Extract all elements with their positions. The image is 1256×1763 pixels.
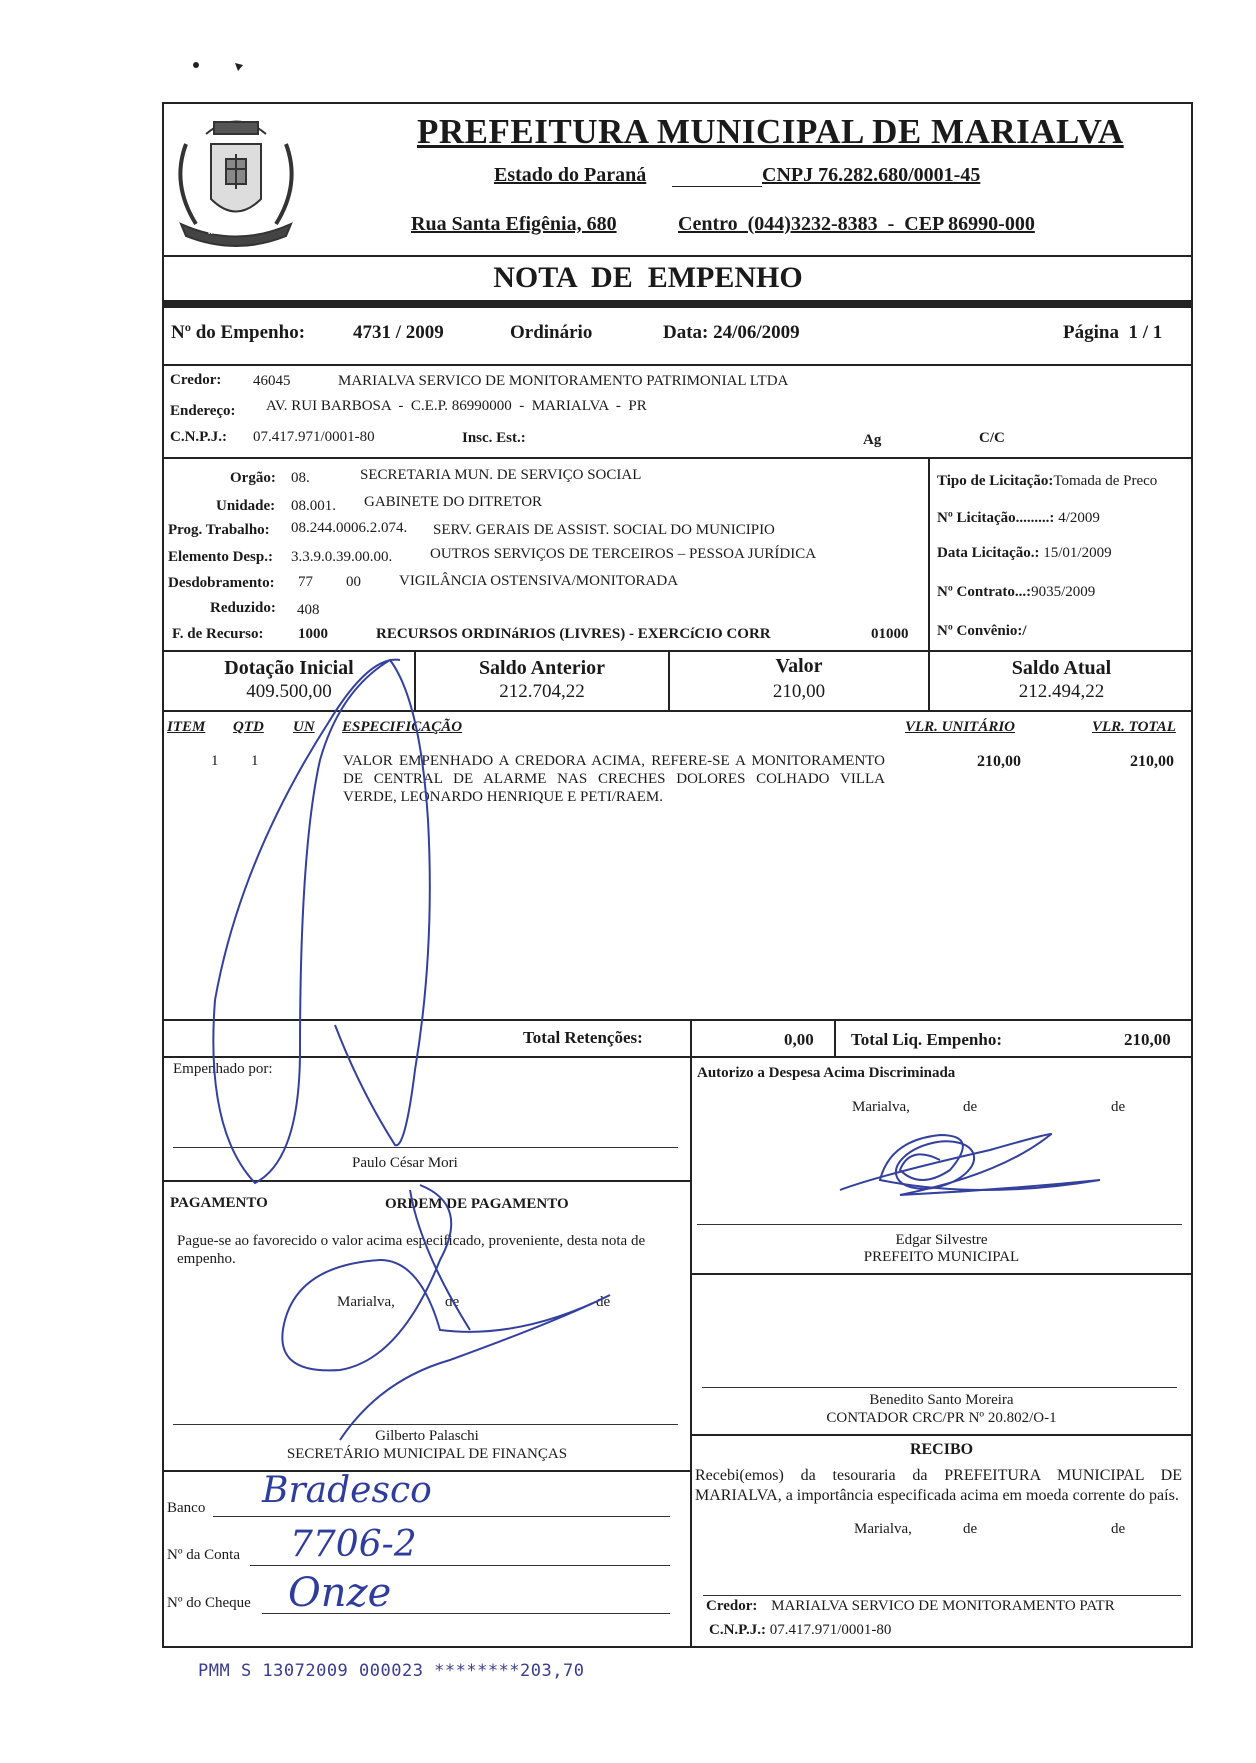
pagamento-text: Pague-se ao favorecido o valor acima especificado, proveniente, desta nota de empenho. (177, 1233, 646, 1267)
prog-trabalho-name: SERV. GERAIS DE ASSIST. SOCIAL DO MUNICIPIO (433, 522, 775, 538)
retencoes-value: 0,00 (784, 1030, 814, 1049)
elemento-code: 3.3.9.0.39.00.00. (291, 549, 393, 565)
header-cnpj: CNPJ 76.282.680/0001-45 (762, 164, 981, 186)
header-contact: Centro (044)3232-8383 - CEP 86990-000 (678, 213, 1035, 235)
item-unit-price: 210,00 (977, 753, 1021, 770)
prefeito-role: PREFEITO MUNICIPAL (863, 1249, 1020, 1265)
recibo-place: Marialva, (854, 1521, 912, 1537)
recibo-de-1: de (963, 1521, 978, 1537)
dotacao-inicial-label: Dotação Inicial (224, 657, 354, 679)
recibo-title: RECIBO (909, 1441, 974, 1458)
ordem-pagamento-label: ORDEM DE PAGAMENTO (385, 1196, 569, 1212)
credor-label: Credor: (170, 372, 222, 388)
saldo-anterior-label: Saldo Anterior (478, 657, 606, 679)
page-title: PREFEITURA MUNICIPAL DE MARIALVA (417, 112, 1124, 151)
header-divider (162, 255, 1193, 257)
municipal-crest-icon (166, 104, 306, 254)
ag-label: Ag (863, 432, 882, 448)
credor-cnpj-label: C.N.P.J.: (170, 429, 227, 445)
desdobramento-code-1: 77 (298, 574, 313, 590)
financas-signer: Gilberto Palaschi (375, 1428, 479, 1444)
retencoes-label: Total Retenções: (523, 1028, 643, 1047)
empenhado-label: Empenhado por: (173, 1061, 273, 1077)
desdobramento-label: Desdobramento: (168, 575, 275, 591)
pagamento-de-1: de (445, 1294, 460, 1310)
empenhado-signer: Paulo César Mori (352, 1155, 458, 1171)
banco-label: Banco (167, 1500, 206, 1516)
reduzido-value: 408 (297, 602, 320, 618)
orgao-name: SECRETARIA MUN. DE SERVIÇO SOCIAL (360, 467, 642, 483)
conta-value: 7706-2 (290, 1524, 417, 1565)
prefeito-name: Edgar Silvestre (895, 1232, 988, 1248)
footer-stamp: PMM S 13072009 000023 ********203,70 (198, 1661, 585, 1681)
numero-licitacao: Nº Licitação.........: 4/2009 (937, 510, 1100, 526)
contador-role: CONTADOR CRC/PR Nº 20.802/O-1 (826, 1410, 1057, 1426)
item-spec: VALOR EMPENHADO A CREDORA ACIMA, REFERE-SE A MONITORAMENTO DE CENTRAL DE ALARME NAS CRECHES DOLORES COLHADO VILLA VERDE, LEONARDO HENRIQUE E PETI/RAEM. (343, 753, 885, 805)
numero-contrato: Nº Contrato...:9035/2009 (937, 584, 1096, 600)
prog-trabalho-code: 08.244.0006.2.074. (291, 520, 408, 536)
prog-trabalho-label: Prog. Trabalho: (168, 522, 270, 538)
saldo-atual-value: 212.494,22 (1018, 681, 1105, 702)
insc-est-label: Insc. Est.: (462, 430, 526, 446)
autorizo-place: Marialva, (852, 1099, 910, 1115)
autorizo-label: Autorizo a Despesa Acima Discriminada (697, 1065, 956, 1081)
conta-label: Nº da Conta (167, 1547, 240, 1563)
cheque-label: Nº do Cheque (167, 1595, 251, 1611)
financas-role: SECRETÁRIO MUNICIPAL DE FINANÇAS (286, 1446, 568, 1462)
recurso-code: 1000 (298, 626, 328, 642)
elemento-name: OUTROS SERVIÇOS DE TERCEIROS – PESSOA JURÍDICA (430, 546, 817, 562)
saldo-atual-label: Saldo Atual (1011, 657, 1112, 679)
recibo-cnpj: C.N.P.J.: 07.417.971/0001-80 (709, 1622, 892, 1638)
reduzido-label: Reduzido: (210, 600, 276, 616)
pagamento-label: PAGAMENTO (170, 1195, 268, 1211)
header-address: Rua Santa Efigênia, 680 (411, 213, 617, 235)
document-title: NOTA DE EMPENHO (493, 261, 803, 294)
autorizo-de-1: de (963, 1099, 978, 1115)
crest-ribbon-text: MARIALVA (208, 226, 255, 236)
numero-convenio: Nº Convênio:/ (937, 623, 1027, 639)
empenho-number-label: Nº do Empenho: (171, 322, 306, 343)
item-total: 210,00 (1130, 753, 1174, 770)
desdobramento-code-2: 00 (346, 574, 361, 590)
desdobramento-name: VIGILÂNCIA OSTENSIVA/MONITORADA (399, 573, 679, 589)
col-qtd: QTD (233, 719, 264, 735)
cc-label: C/C (979, 430, 1005, 446)
liq-empenho-value: 210,00 (1124, 1030, 1171, 1049)
cheque-value: Onze (288, 1570, 392, 1616)
empenho-date: Data: 24/06/2009 (663, 322, 800, 343)
autorizo-de-2: de (1111, 1099, 1126, 1115)
unidade-code: 08.001. (291, 498, 336, 514)
valor-value: 210,00 (772, 681, 826, 702)
col-item: ITEM (167, 719, 206, 735)
contador-name: Benedito Santo Moreira (869, 1392, 1014, 1408)
valor-label: Valor (775, 655, 823, 677)
credor-code: 46045 (253, 373, 291, 389)
recurso-label: F. de Recurso: (172, 626, 264, 642)
data-licitacao: Data Licitação.: 15/01/2009 (937, 545, 1112, 561)
unidade-label: Unidade: (216, 498, 276, 514)
header-state: Estado do Paraná (494, 164, 647, 186)
liq-empenho-label: Total Liq. Empenho: (851, 1030, 1002, 1049)
item-qtd: 1 (251, 753, 259, 769)
col-unit-price: VLR. UNITÁRIO (905, 719, 1016, 735)
unidade-name: GABINETE DO DITRETOR (364, 494, 543, 510)
scan-mark-icon (190, 55, 250, 85)
pagamento-de-2: de (596, 1294, 611, 1310)
tipo-licitacao: Tipo de Licitação:Tomada de Preco (937, 473, 1158, 489)
endereco-label: Endereço: (170, 403, 236, 419)
elemento-label: Elemento Desp.: (168, 549, 273, 565)
recurso-name: RECURSOS ORDINáRIOS (LIVRES) - EXERCíCIO CORR (376, 626, 771, 642)
recibo-credor: Credor: MARIALVA SERVICO DE MONITORAMENTO PATR (706, 1598, 1115, 1614)
pagamento-place: Marialva, (337, 1294, 395, 1310)
header-underline-gap (672, 186, 762, 187)
orgao-code: 08. (291, 470, 310, 486)
col-total: VLR. TOTAL (1092, 719, 1176, 735)
col-un: UN (293, 719, 315, 735)
page-indicator: Página 1 / 1 (1063, 322, 1163, 343)
dotacao-inicial-value: 409.500,00 (246, 681, 332, 702)
empenho-number: 4731 / 2009 (353, 322, 444, 343)
empenho-type: Ordinário (510, 322, 593, 343)
banco-value: Bradesco (262, 1470, 432, 1511)
recibo-de-2: de (1111, 1521, 1126, 1537)
orgao-label: Orgão: (230, 470, 276, 486)
recurso-suffix: 01000 (871, 626, 909, 642)
item-number: 1 (211, 753, 219, 769)
credor-cnpj: 07.417.971/0001-80 (253, 429, 375, 445)
endereco-value: AV. RUI BARBOSA - C.E.P. 86990000 - MARIALVA - PR (266, 398, 647, 414)
credor-name: MARIALVA SERVICO DE MONITORAMENTO PATRIMONIAL LTDA (338, 373, 789, 389)
saldo-anterior-value: 212.704,22 (499, 681, 585, 702)
recibo-text: Recebi(emos) da tesouraria da PREFEITURA MUNICIPAL DE MARIALVA, a importância especificada acima em moeda corrente do país. (695, 1467, 1182, 1504)
col-spec: ESPECIFICAÇÃO (342, 719, 463, 735)
